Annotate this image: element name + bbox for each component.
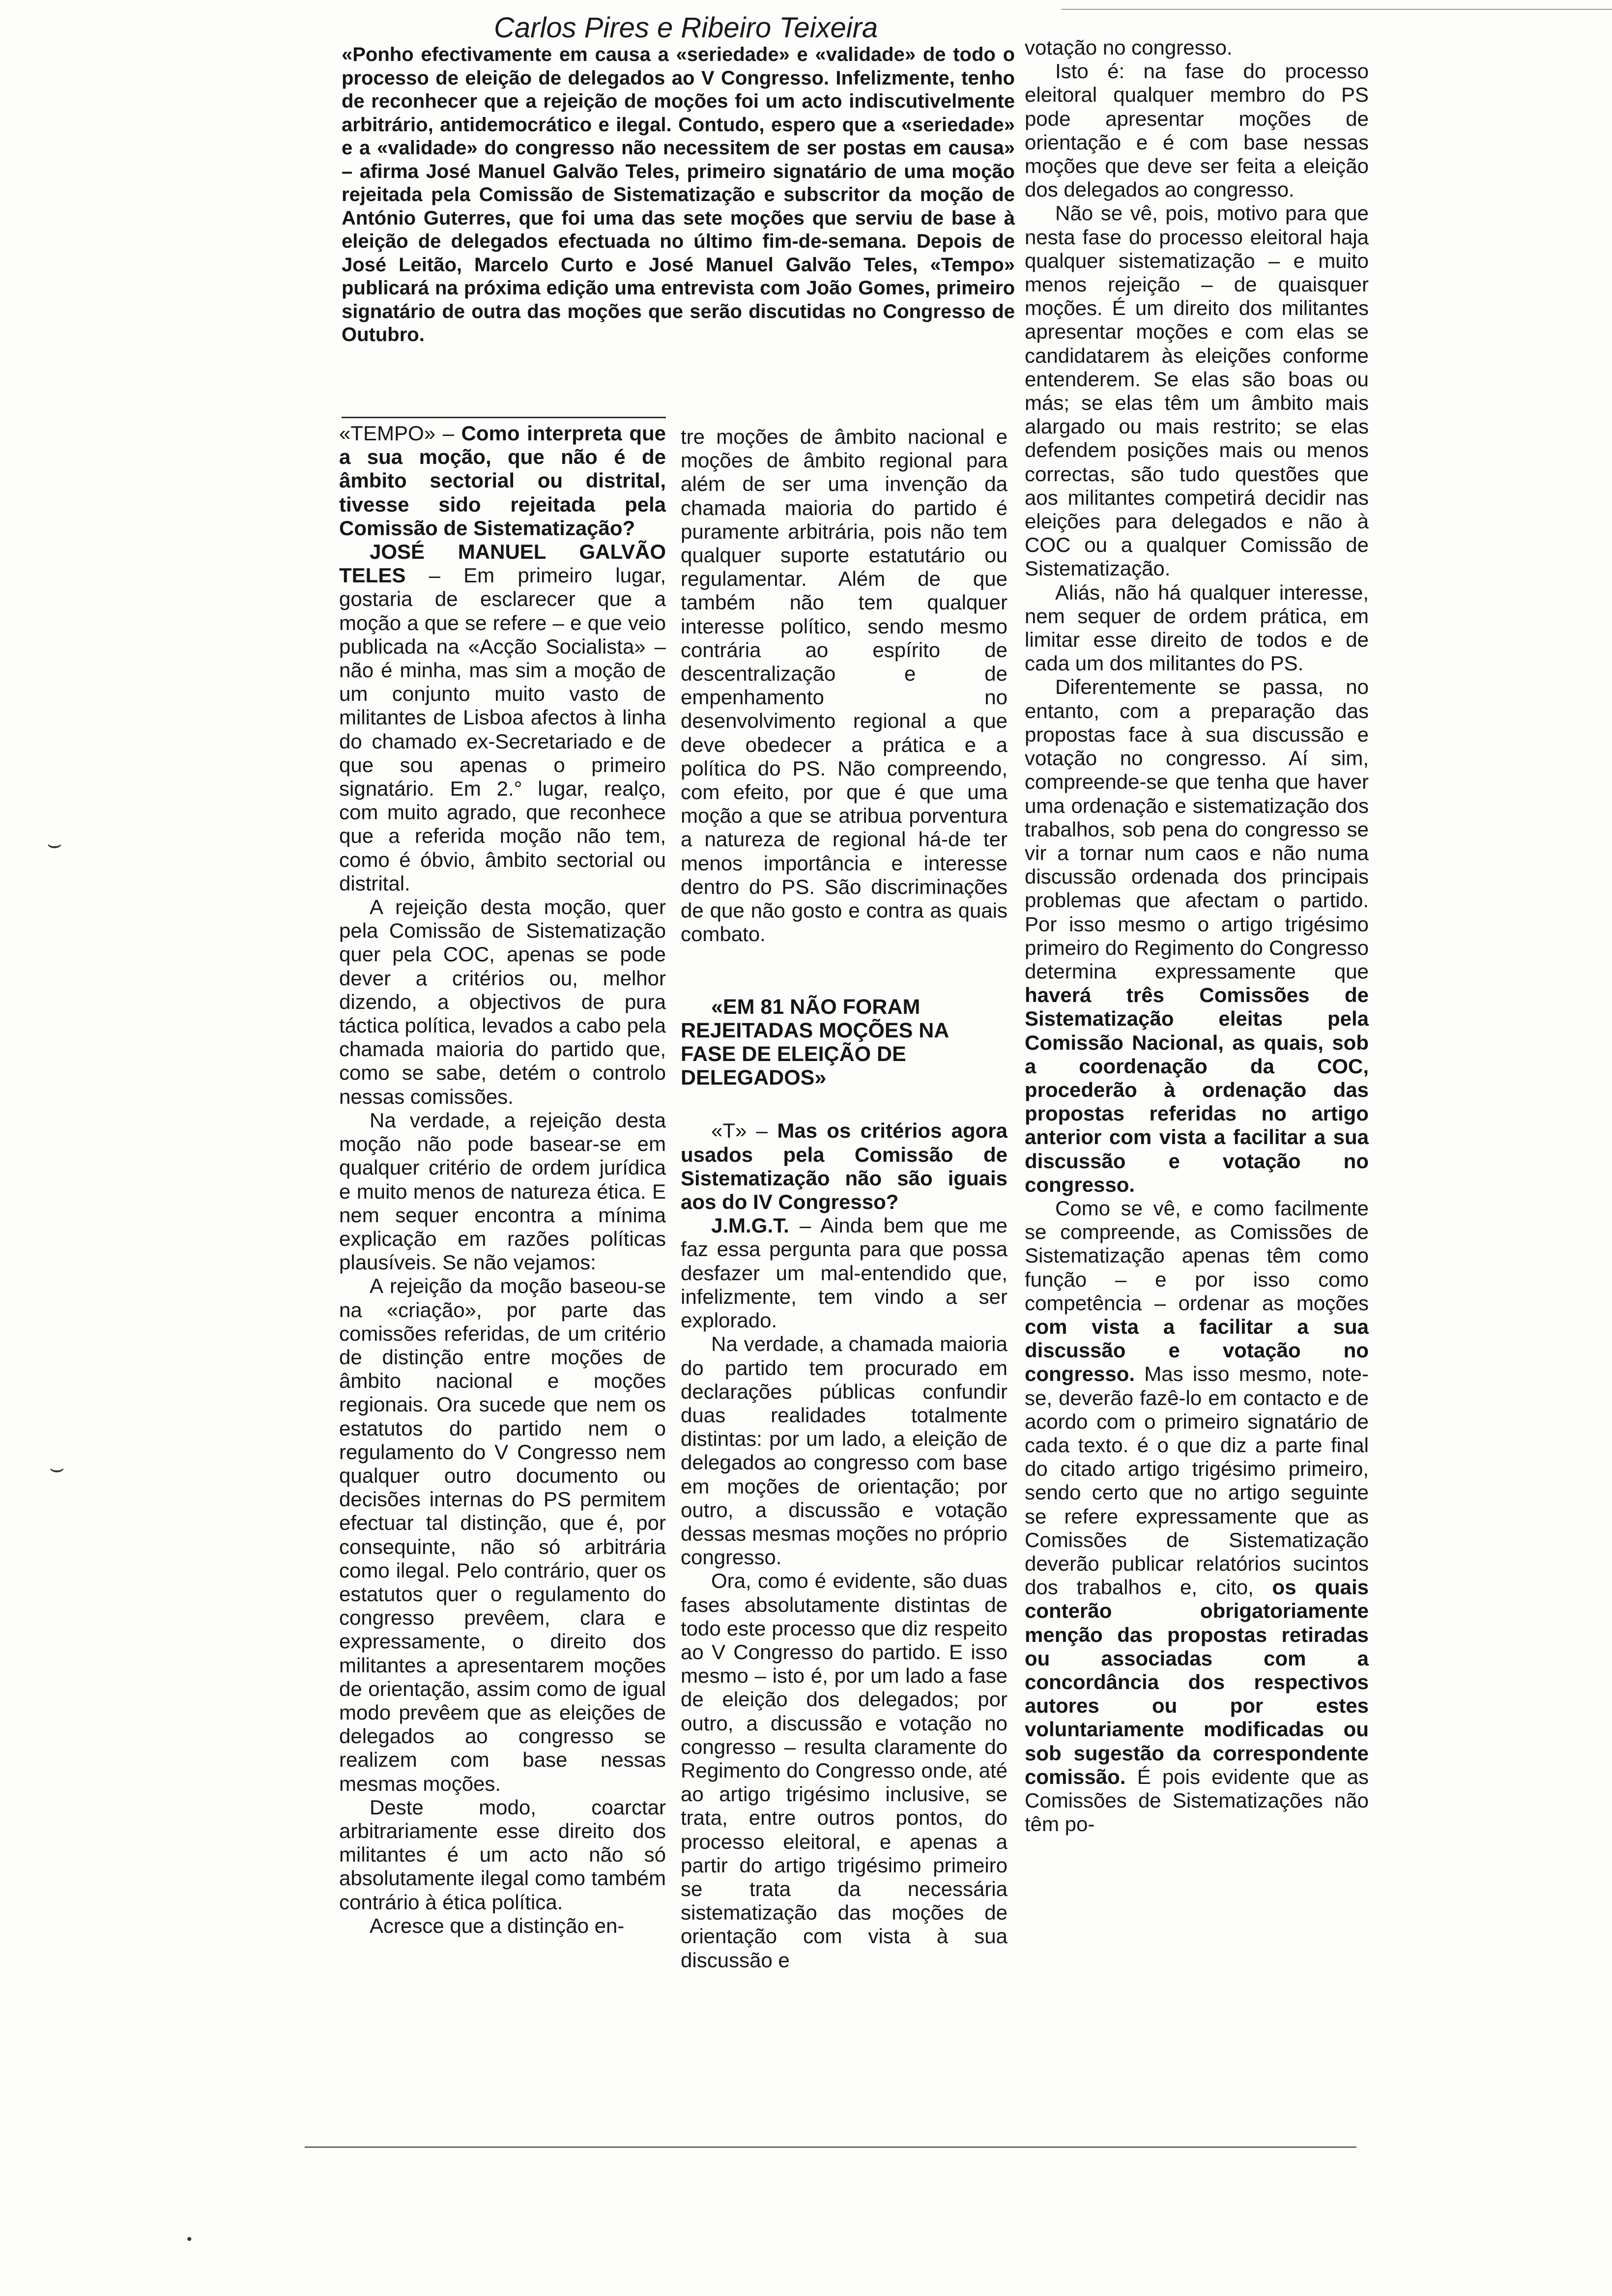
answer-1-speaker: JOSÉ MANUEL GALVÃO TELES xyxy=(339,540,666,587)
lead-text: «Ponho efectivamente em causa a «seriedade» e «validade» de todo o processo de eleição de delegados ao V Congresso. Infelizmente, tenho de reconhecer que a rejeição de moções foi um acto indiscutivelmente arbitrário, antidemocrático e ilegal. Contudo, espero que a «seriedade» e a «validade» do congresso não necessitem de ser postas em causa» – afirma José Manuel Galvão Teles, primeiro signatário de uma moção rejeitada pela Comissão de Sistematização e subscritor da moção de António Guterres, que foi uma das sete moções que serviu de base à eleição de delegados efectuada no último fim-de-semana. Depois de José Leitão, Marcelo Curto e José Manuel Galvão Teles, «Tempo» publicará na próxima edição uma entrevista com João Gomes, primeiro signatário de outra das moções que serão discutidas no Congresso de Outubro. xyxy=(342,44,1015,345)
paragraph: Ora, como é evidente, são duas fases absolutamente distintas de todo este processo que diz respeito ao V Congresso do partido. E isso mesmo – isto é, por um lado a fase de eleição dos delegados; por outro, a discussão e votação no congresso – resulta claramente do Regimento do Congresso onde, até ao artigo trigésimo inclusive, se trata, entre outros pontos, do processo eleitoral, e apenas a partir do artigo trigésimo primeiro se trata da necessária sistematização das moções de orientação com vista à sua discussão e xyxy=(681,1569,1008,1972)
answer-2-text: – Ainda bem que me faz essa pergunta para que possa desfazer um mal-entendido que, infelizmente, tem vindo a ser explorado. xyxy=(681,1214,1008,1332)
top-edge-rule xyxy=(1062,9,1612,10)
paragraph: Isto é: na fase do processo eleitoral qualquer membro do PS pode apresentar moções de orientação e é com base nessas moções que deve ser feita a eleição dos delegados ao congresso. xyxy=(1025,59,1369,201)
bottom-rule xyxy=(305,2147,1356,2148)
column-3 xyxy=(1025,36,1369,1836)
paragraph: Deste modo, coarctar arbitrariamente esse direito dos militantes é um acto não só absolutamente ilegal como também contrário à ética política. xyxy=(339,1795,666,1914)
answer-2 xyxy=(681,1214,1008,1332)
paragraph: Na verdade, a rejeição desta moção não pode basear-se em qualquer critério de ordem jurídica e muito menos de natureza ética. E nem sequer encontra a mínima explicação em razões políticas plausíveis. Se não vejamos: xyxy=(339,1108,666,1274)
quoted-regulation: com vista a facilitar a sua discussão e votação no congresso. xyxy=(1025,1315,1369,1386)
question-2 xyxy=(681,1119,1008,1214)
paragraph-text: Mas isso mesmo, note-se, deverão fazê-lo em contacto e de acordo com o primeiro signatário de cada texto. é o que diz a parte final do citado artigo trigésimo primeiro, sendo certo que no artigo seguinte se refere expressamente que as Comissões de Sistematização deverão publicar relatórios sucintos dos trabalhos e, cito, xyxy=(1025,1362,1369,1599)
paragraph-text: É pois evidente que as Comissões de Sistematizações não têm po- xyxy=(1025,1765,1369,1836)
question-2-label: «T» – xyxy=(711,1119,768,1143)
quoted-regulation: os quais conterão obrigatoriamente menção das propostas retiradas ou associadas com a concordância dos respectivos autores ou por estes voluntariamente modificadas ou sob sugestão da correspondente comissão. xyxy=(1025,1576,1369,1788)
answer-1-text: – Em primeiro lugar, gostaria de esclarecer que a moção a que se refere – e que veio publicada na «Acção Socialista» – não é minha, mas sim a moção de um conjunto muito vasto de militantes de Lisboa afectos à linha do chamado ex-Secretariado e de que sou apenas o primeiro signatário. Em 2.° lugar, realço, com muito agrado, que reconhece que a referida moção não tem, como é óbvio, âmbito sectorial ou distrital. xyxy=(339,564,666,895)
paragraph: tre moções de âmbito nacional e moções de âmbito regional para além de ser uma invenção da chamada maioria do partido é puramente arbitrária, pois não tem qualquer suporte estatutário ou regulamentar. Além de que também não tem qualquer interesse político, sendo mesmo contrária ao espírito de descentralização e de empenhamento no desenvolvimento regional a que deve obedecer a prática e a política do PS. Não compreendo, com efeito, por que é que uma moção a que se atribua porventura a natureza de regional há-de ter menos importância e interesse dentro do PS. São discriminações de que não gosto e contra as quais combato. xyxy=(681,425,1008,946)
quoted-regulation: haverá três Comissões de Sistematização eleitas pela Comissão Nacional, as quais, sob a coordenação da COC, procederão à ordenação das propostas referidas no artigo anterior com vista a facilitar a sua discussão e votação no congresso. xyxy=(1025,983,1369,1196)
paragraph-text: Como se vê, e como facilmente se compreende, as Comissões de Sistematização apenas têm como função – e por isso como competência – ordenar as moções xyxy=(1025,1196,1369,1315)
punch-mark: ⌣ xyxy=(49,1455,65,1481)
byline: Carlos Pires e Ribeiro Teixeira xyxy=(494,12,878,44)
paragraph xyxy=(1025,675,1369,1196)
punch-mark: ⌣ xyxy=(47,831,62,857)
paragraph: A rejeição da moção baseou-se na «criação», por parte das comissões referidas, de um critério de distinção entre moções de âmbito nacional e moções regionais. Ora sucede que nem os estatutos do partido nem o regulamento do V Congresso nem qualquer outro documento ou decisões internas do PS permitem efectuar tal distinção, que é, por consequinte, não só arbitrária como ilegal. Pelo contrário, quer os estatutos quer o regulamento do congresso prevêem, clara e expressamente, o direito dos militantes a apresentarem moções de orientação, assim como de igual modo prevêem que as eleições de delegados ao congresso se realizem com base nessas mesmas moções. xyxy=(339,1274,666,1795)
paragraph-text: Diferentemente se passa, no entanto, com a preparação das propostas face à sua discussão e votação no congresso. Aí sim, compreende-se que tenha que haver uma ordenação e sistematização dos trabalhos, sob pena do congresso se vir a tornar num caos e não numa discussão ordenada dos principais problemas que afectam o partido. Por isso mesmo o artigo trigésimo primeiro do Regimento do Congresso determina expressamente que xyxy=(1025,675,1369,983)
column-1 xyxy=(339,422,666,1938)
paragraph: Aliás, não há qualquer interesse, nem sequer de ordem prática, em limitar esse direito de todos e de cada um dos militantes do PS. xyxy=(1025,580,1369,675)
paragraph xyxy=(1025,1197,1369,1836)
scan-dot: • xyxy=(187,2231,192,2247)
lead-divider xyxy=(342,417,666,418)
question-2-text: Mas os critérios agora usados pela Comissão de Sistematização não são iguais aos do IV Congresso? xyxy=(681,1119,1008,1214)
paragraph: Na verdade, a chamada maioria do partido tem procurado em declarações públicas confundir duas realidades totalmente distintas: por um lado, a eleição de delegados ao congresso com base em moções de orientação; por outro, a discussão e votação dessas mesmas moções no próprio congresso. xyxy=(681,1332,1008,1569)
paragraph: Não se vê, pois, motivo para que nesta fase do processo eleitoral haja qualquer sistematização – e muito menos rejeição – de quaisquer moções. É um direito dos militantes apresentar moções e com elas se candidatarem às eleições conforme entenderem. Se elas são boas ou más; se elas têm um âmbito mais alargado ou mais restrito; se elas defendem posições mais ou menos correctas, são tudo questões que aos militantes competirá decidir nas eleições para delegados e não à COC ou a qualquer Comissão de Sistematização. xyxy=(1025,201,1369,580)
paragraph: Acresce que a distinção en- xyxy=(370,1914,625,1937)
question-1-text: Como interpreta que a sua moção, que não é de âmbito sectorial ou distrital, tivesse sido rejeitada pela Comissão de Sistematização? xyxy=(339,422,666,540)
section-heading: «EM 81 NÃO FORAM REJEITADAS MOÇÕES NA FASE DE ELEIÇÃO DE DELEGADOS» xyxy=(681,995,949,1090)
answer-2-speaker: J.M.G.T. xyxy=(711,1214,789,1237)
question-1 xyxy=(339,422,666,540)
question-1-label: «TEMPO» – xyxy=(339,422,454,445)
column-2 xyxy=(681,425,1008,1972)
paragraph: votação no congresso. xyxy=(1025,36,1233,59)
lead-paragraph xyxy=(342,43,1015,347)
paragraph: A rejeição desta moção, quer pela Comissão de Sistematização quer pela COC, apenas se pode dever a critérios ou, melhor dizendo, a objectivos de pura táctica política, levados a cabo pela chamada maioria do partido que, como se sabe, detém o controlo nessas comissões. xyxy=(339,895,666,1108)
answer-1 xyxy=(339,540,666,895)
